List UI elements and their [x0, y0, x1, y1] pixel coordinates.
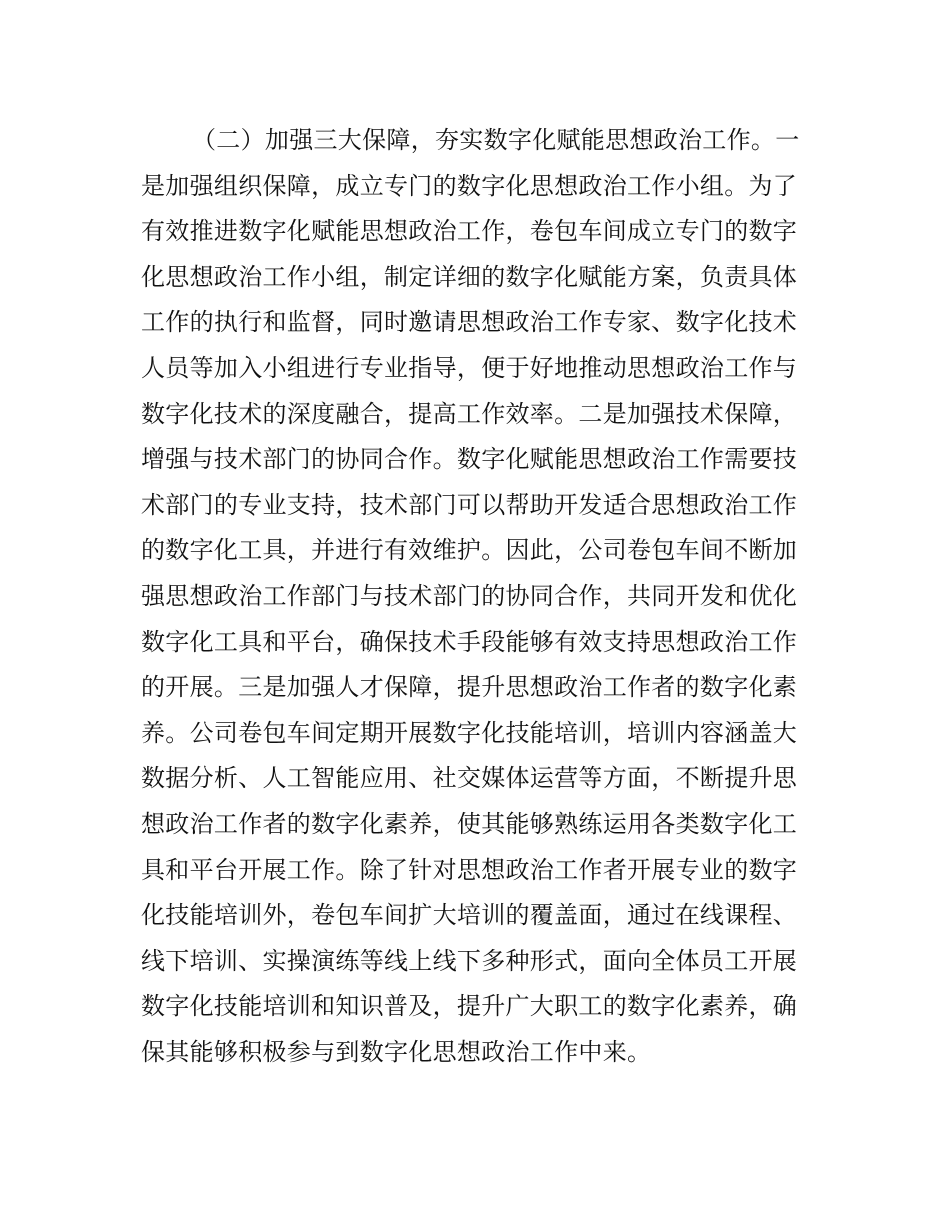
paragraph-line: 强思想政治工作部门与技术部门的协同合作，共同开发和优化 [141, 581, 798, 610]
paragraph-line: 具和平台开展工作。除了针对思想政治工作者开展专业的数字 [141, 855, 798, 884]
paragraph-line: 化思想政治工作小组，制定详细的数字化赋能方案，负责具体 [141, 262, 798, 291]
paragraph-line: 工作的执行和监督，同时邀请思想政治工作专家、数字化技术 [141, 308, 798, 337]
paragraph-line: 数字化技能培训和知识普及，提升广大职工的数字化素养，确 [141, 992, 798, 1021]
paragraph-line: 人员等加入小组进行专业指导，便于好地推动思想政治工作与 [141, 353, 798, 382]
paragraph-line: 术部门的专业支持，技术部门可以帮助开发适合思想政治工作 [141, 490, 798, 519]
paragraph-line: 养。公司卷包车间定期开展数字化技能培训，培训内容涵盖大 [141, 718, 798, 747]
paragraph-line: 线下培训、实操演练等线上线下多种形式，面向全体员工开展 [141, 946, 798, 975]
body-paragraph [141, 118, 811, 1075]
paragraph-line: （二）加强三大保障，夯实数字化赋能思想政治工作。一 [192, 126, 800, 154]
paragraph-line: 保其能够积极参与到数字化思想政治工作中来。 [141, 1037, 652, 1066]
paragraph-line: 想政治工作者的数字化素养，使其能够熟练运用各类数字化工 [141, 809, 798, 838]
paragraph-line: 是加强组织保障，成立专门的数字化思想政治工作小组。为了 [141, 171, 798, 200]
paragraph-line: 数据分析、人工智能应用、社交媒体运营等方面，不断提升思 [141, 764, 798, 793]
paragraph-line: 数字化技术的深度融合，提高工作效率。二是加强技术保障， [141, 399, 798, 428]
paragraph-line: 增强与技术部门的协同合作。数字化赋能思想政治工作需要技 [141, 445, 798, 474]
paragraph-line: 的数字化工具，并进行有效维护。因此，公司卷包车间不断加 [141, 536, 798, 565]
paragraph-line: 的开展。三是加强人才保障，提升思想政治工作者的数字化素 [141, 673, 798, 702]
paragraph-line: 化技能培训外，卷包车间扩大培训的覆盖面，通过在线课程、 [141, 901, 798, 930]
paragraph-line: 有效推进数字化赋能思想政治工作，卷包车间成立专门的数字 [141, 217, 798, 246]
paragraph-line: 数字化工具和平台，确保技术手段能够有效支持思想政治工作 [141, 627, 798, 656]
